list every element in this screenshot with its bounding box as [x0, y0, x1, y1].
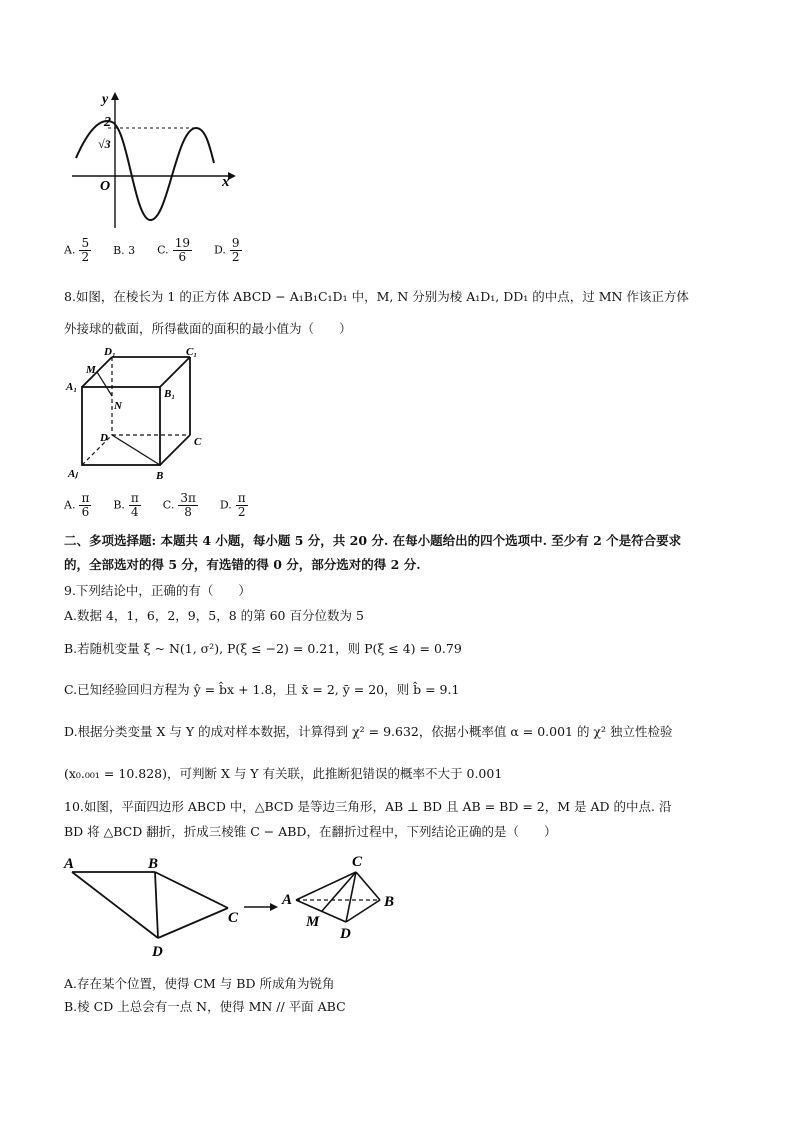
q10-stem-line-1: 10.如图，平面四边形 ABCD 中，△BCD 是等边三角形，AB ⊥ BD 且 AB = BD = 2，M 是 AD 的中点. 沿: [64, 799, 672, 814]
label-A: Aⱼ: [68, 468, 78, 480]
q8-options: [64, 492, 266, 519]
q8-option-d[interactable]: D. $\frac{\pi}{2}$: [219, 491, 246, 519]
q9-option-d-line-1[interactable]: D.根据分类变量 X 与 Y 的成对样本数据，计算得到 χ² = 9.632，依据小概率值 α = 0.001 的 χ² 独立性检验: [64, 724, 673, 739]
label-N: N: [114, 400, 122, 412]
q10-option-b[interactable]: B.棱 CD 上总会有一点 N，使得 MN // 平面 ABC: [64, 999, 346, 1014]
fig-label-A2: A: [282, 892, 293, 908]
q8-cube-figure: [60, 345, 210, 485]
q7-sine-graph: [68, 88, 238, 233]
x-label: x: [222, 174, 230, 190]
q7-option-b[interactable]: B. 3: [113, 243, 136, 257]
label-C: C: [194, 436, 202, 448]
fig-label-A: A: [64, 856, 75, 872]
fig-label-M: M: [306, 914, 320, 930]
sine-curve: [76, 121, 214, 220]
q9-stem: 9.下列结论中，正确的有（ ）: [64, 583, 251, 598]
q10-option-a[interactable]: A.存在某个位置，使得 CM 与 BD 所成角为锐角: [64, 976, 335, 991]
y-label: y: [102, 92, 109, 107]
fig-label-C2: C: [352, 854, 363, 870]
label-C1: C₁: [186, 346, 198, 358]
q9-option-a[interactable]: A.数据 4，1，6，2，9，5，8 的第 60 百分位数为 5: [64, 608, 364, 623]
label-D: D: [100, 432, 108, 444]
label-2: 2: [104, 115, 111, 130]
q9-option-c[interactable]: C.已知经验回归方程为 ŷ = b̂x + 1.8，且 x̄ = 2, ȳ = 20，则 b̂ = 9.1: [64, 682, 460, 697]
label-D1: D₁: [104, 346, 116, 358]
q7-options: [64, 237, 260, 264]
q9-option-b[interactable]: B.若随机变量 ξ ~ N(1, σ²), P(ξ ≤ −2) = 0.21，则 P(ξ ≤ 4) = 0.79: [64, 641, 462, 656]
label-M: M: [86, 364, 96, 376]
fig-label-D: D: [152, 944, 163, 960]
origin-label: O: [100, 179, 111, 194]
q10-fold-figure: [60, 850, 410, 965]
fig-label-B2: B: [384, 894, 395, 910]
q7-option-d[interactable]: D. $\frac{9}{2}$: [213, 236, 240, 264]
label-A1: A₁: [66, 381, 78, 393]
fig-label-D2: D: [340, 926, 351, 942]
label-B: B: [156, 470, 164, 482]
fig-label-B: B: [148, 856, 159, 872]
label-B1: B₁: [164, 388, 176, 400]
y-axis-arrow: [111, 92, 119, 100]
q7-option-a[interactable]: A. $\frac{5}{2}$: [64, 236, 90, 264]
q8-option-b[interactable]: B. $\frac{\pi}{4}$: [113, 491, 139, 519]
q8-option-c[interactable]: C. $\frac{3\pi}{8}$: [162, 491, 196, 519]
q9-option-d-line-2: (x₀.₀₀₁ = 10.828)，可判断 X 与 Y 有关联，此推断犯错误的概率不大于 0.001: [64, 766, 503, 781]
q10-stem-line-2: BD 将 △BCD 翻折，折成三棱锥 C − ABD，在翻折过程中，下列结论正确的是（ ）: [64, 824, 557, 839]
fig-label-C: C: [228, 910, 239, 926]
q8-stem-line-2: 外接球的截面，所得截面的面积的最小值为（ ）: [64, 321, 352, 336]
q8-stem-line-1: 8.如图，在棱长为 1 的正方体 ABCD − A₁B₁C₁D₁ 中，M, N 分别为棱 A₁D₁, DD₁ 的中点，过 MN 作该正方体: [64, 289, 689, 304]
label-sqrt3: √3: [98, 137, 111, 151]
q7-option-c[interactable]: C. $\frac{19}{6}$: [157, 236, 190, 264]
section2-heading-line-1: 二、多项选择题: 本题共 4 小题，每小题 5 分，共 20 分. 在每小题给出的四个选项中. 至少有 2 个是符合要求: [64, 533, 682, 548]
q8-option-a[interactable]: A. $\frac{\pi}{6}$: [64, 491, 90, 519]
section2-heading-line-2: 的，全部选对的得 5 分，有选错的得 0 分，部分选对的得 2 分.: [64, 557, 421, 572]
